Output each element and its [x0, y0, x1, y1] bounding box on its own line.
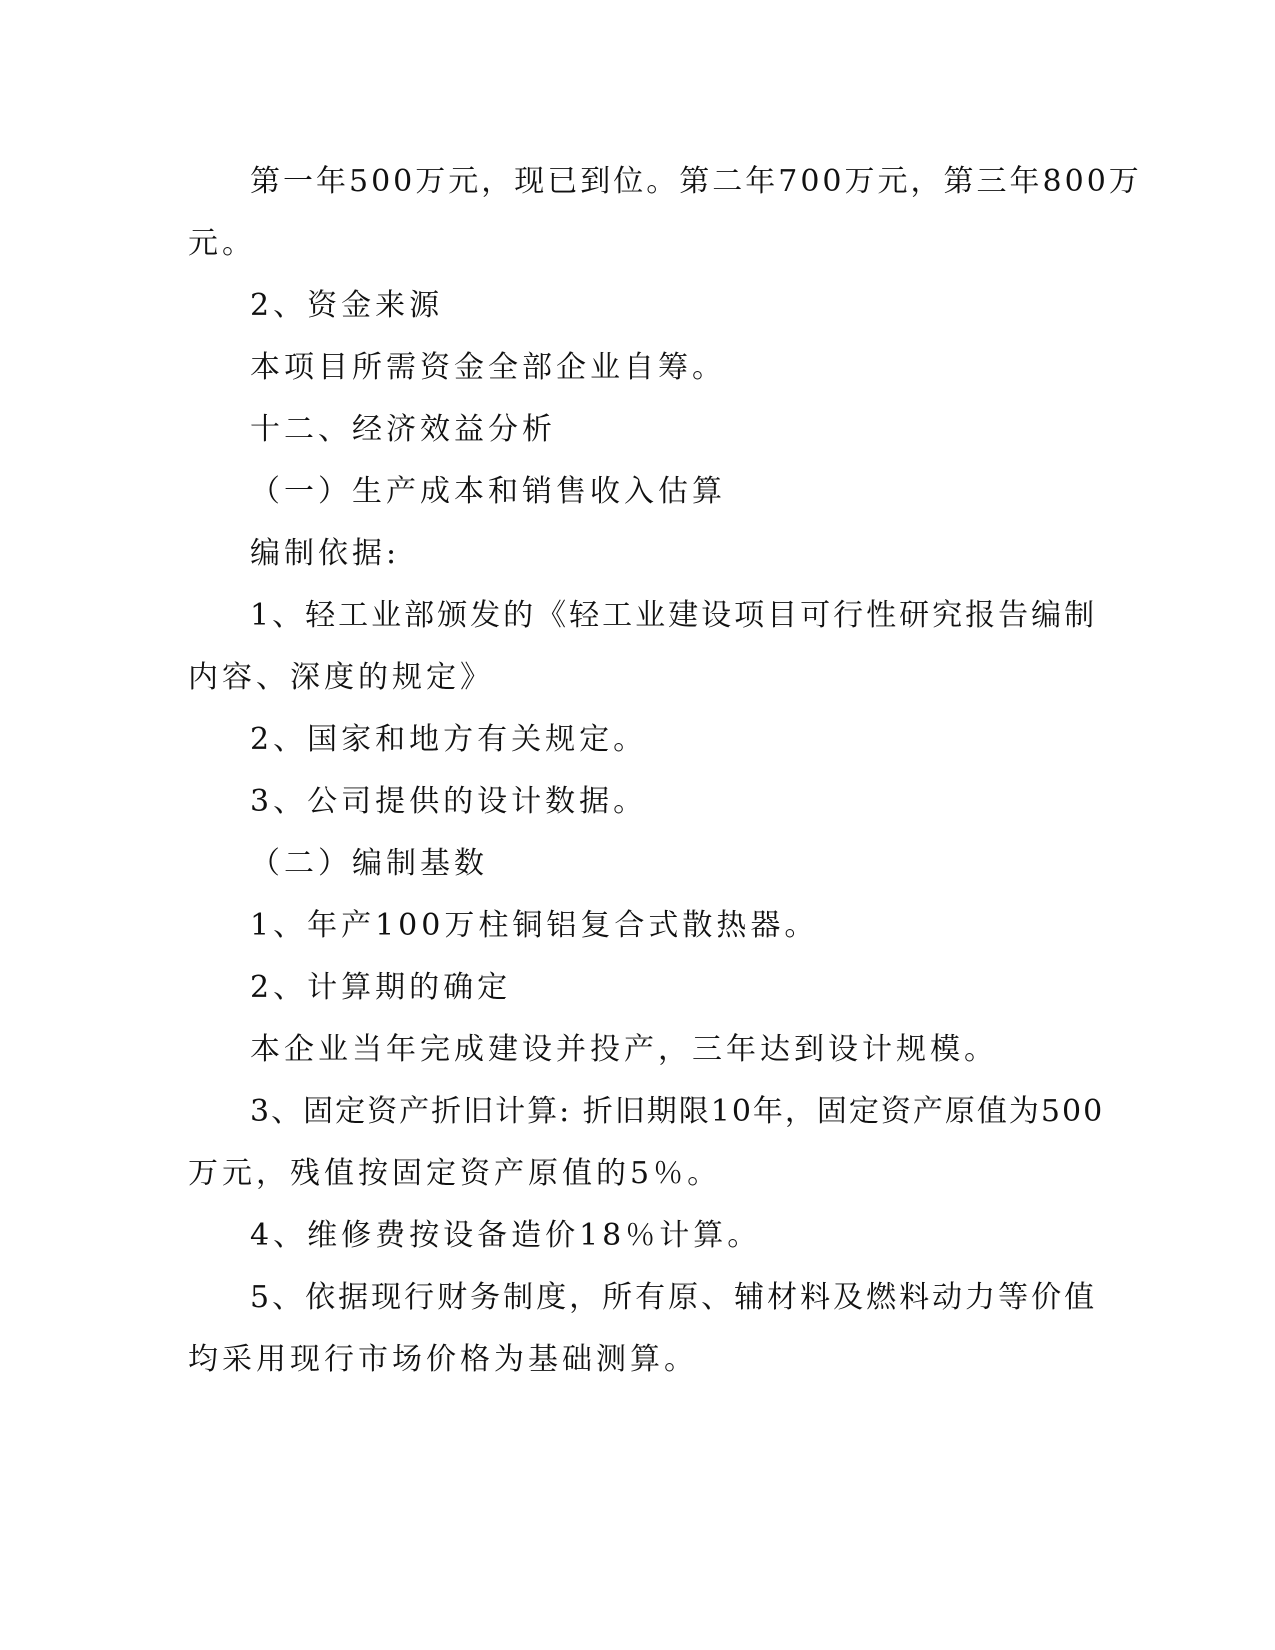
base-item-2-heading: 2、计算期的确定 — [250, 970, 512, 1005]
paragraph-funding-schedule-line-2: 元。 — [188, 226, 256, 261]
base-item-5-line-2: 均采用现行市场价格为基础测算。 — [188, 1342, 698, 1377]
base-item-2-text: 本企业当年完成建设并投产，三年达到设计规模。 — [250, 1032, 998, 1067]
basis-item-3: 3、公司提供的设计数据。 — [250, 784, 648, 819]
base-item-4: 4、维修费按设备造价18％计算。 — [250, 1218, 762, 1253]
base-item-3-line-1: 3、固定资产折旧计算: 折旧期限10年，固定资产原值为500 — [250, 1094, 1105, 1129]
subsection-heading-cost-revenue: （一）生产成本和销售收入估算 — [250, 474, 726, 509]
base-item-3-line-2: 万元，残值按固定资产原值的5％。 — [188, 1156, 722, 1191]
paragraph-funding-source: 本项目所需资金全部企业自筹。 — [250, 350, 726, 385]
paragraph-funding-schedule-line-1: 第一年500万元，现已到位。第二年700万元，第三年800万 — [250, 164, 1142, 199]
base-item-5-line-1: 5、依据现行财务制度，所有原、辅材料及燃料动力等价值 — [250, 1280, 1098, 1315]
basis-item-1-line-2: 内容、深度的规定》 — [188, 660, 494, 695]
heading-compilation-basis: 编制依据: — [250, 536, 401, 571]
basis-item-1-line-1: 1、轻工业部颁发的《轻工业建设项目可行性研究报告编制 — [250, 598, 1098, 633]
section-heading-economic-analysis: 十二、经济效益分析 — [250, 412, 556, 447]
heading-funding-source: 2、资金来源 — [250, 288, 444, 323]
base-item-1: 1、年产100万柱铜铝复合式散热器。 — [250, 908, 819, 943]
basis-item-2: 2、国家和地方有关规定。 — [250, 722, 648, 757]
subsection-heading-base-figures: （二）编制基数 — [250, 846, 488, 881]
